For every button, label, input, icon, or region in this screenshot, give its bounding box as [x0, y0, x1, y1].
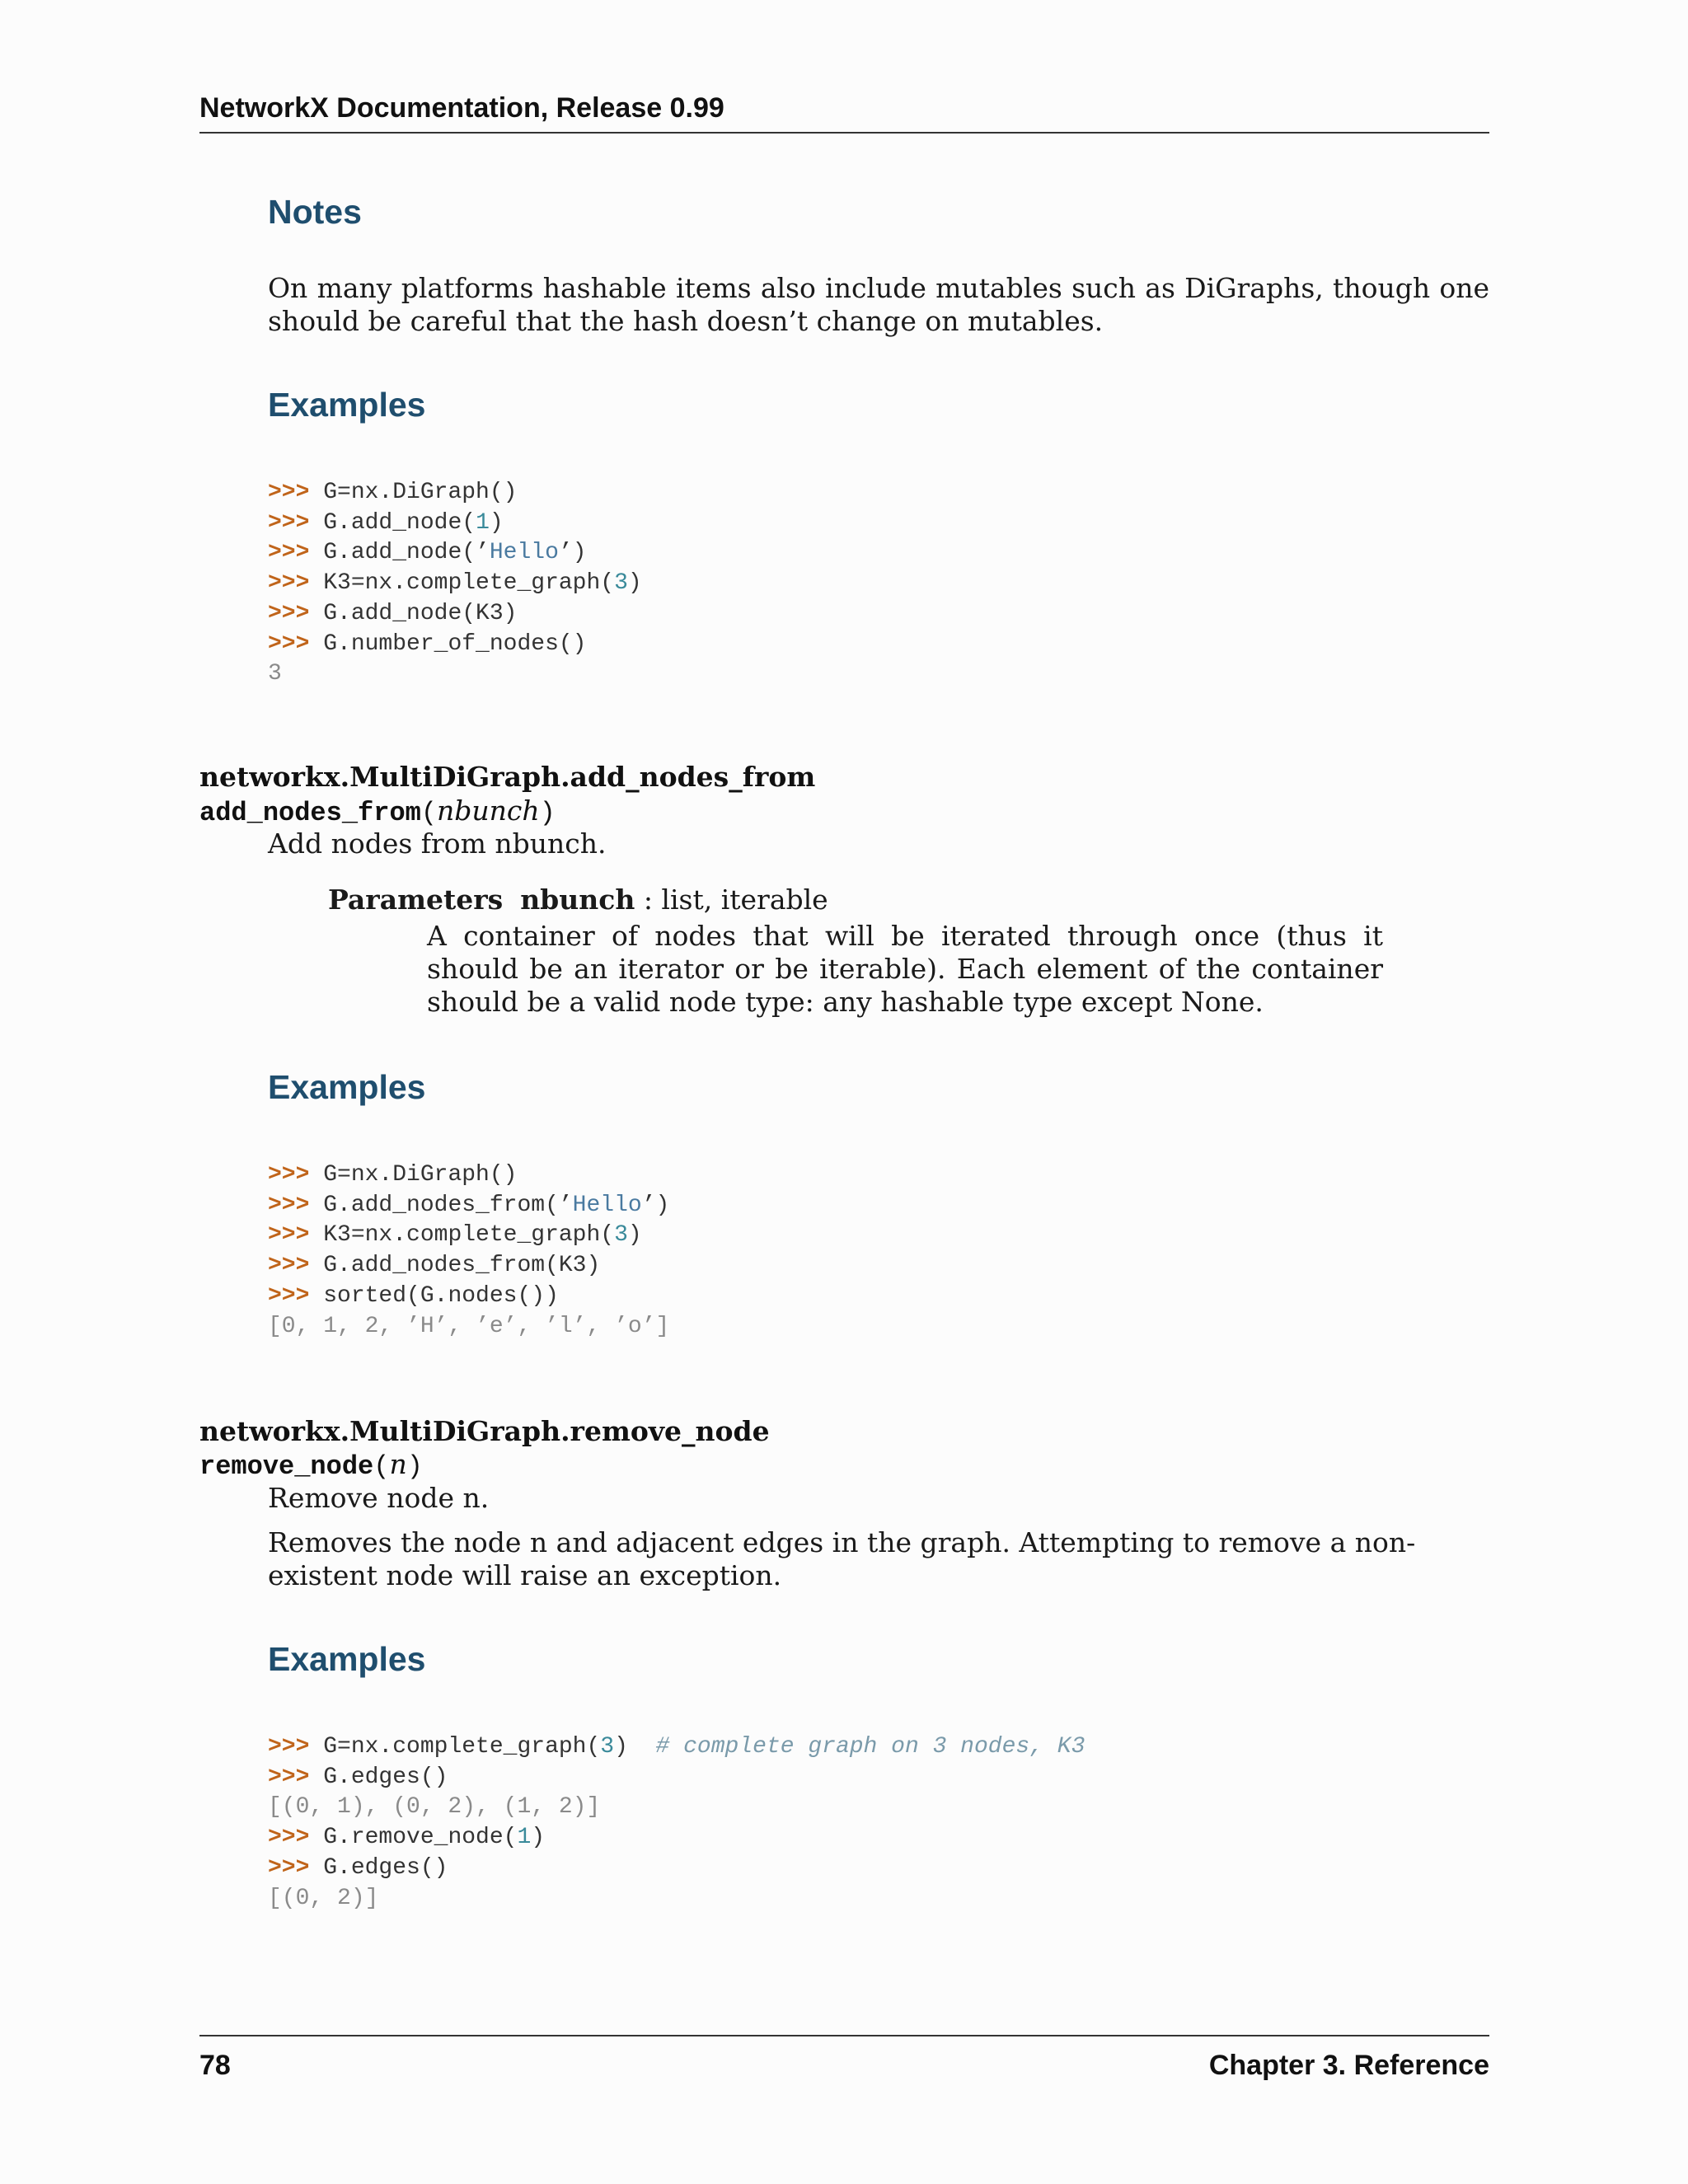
code-line — [268, 1251, 669, 1282]
method-signature — [199, 794, 556, 828]
code-token: ) — [627, 1222, 642, 1249]
prompt-marker: >>> — [268, 1764, 324, 1790]
code-token: G.add_nodes_from(K3) — [323, 1253, 601, 1279]
running-footer — [199, 2035, 1489, 2082]
examples-heading: Examples — [268, 386, 426, 424]
parameters-label: Parameters — [328, 883, 504, 916]
prompt-marker: >>> — [268, 1734, 324, 1760]
code-line — [268, 1191, 669, 1221]
code-token: 1 — [517, 1825, 532, 1851]
code-token: G.add_node( — [323, 509, 476, 536]
prompt-marker: >>> — [268, 1282, 324, 1309]
prompt-marker: >>> — [268, 570, 324, 597]
code-token: G=nx.complete_graph( — [323, 1734, 601, 1760]
code-line — [268, 1763, 1085, 1793]
signature-close-paren: ) — [539, 798, 556, 828]
prompt-marker: >>> — [268, 1253, 324, 1279]
code-line — [268, 1732, 1085, 1763]
prompt-marker: >>> — [268, 1192, 324, 1218]
signature-name: remove_node — [199, 1451, 374, 1482]
code-token: G.edges() — [323, 1854, 448, 1881]
method-summary: Add nodes from nbunch. — [268, 827, 607, 860]
method-fullname: networkx.MultiDiGraph.add_nodes_from — [199, 761, 816, 793]
code-token: sorted(G.nodes()) — [323, 1282, 559, 1309]
code-token: K3=nx.complete_graph( — [323, 570, 615, 597]
code-token: Hello — [489, 540, 559, 566]
code-token: 3 — [268, 661, 282, 687]
notes-text: On many platforms hashable items also include mutables such as DiGraphs, though one should be careful that the hash doesn’t change on mutables. — [268, 272, 1489, 337]
code-block — [268, 1732, 1085, 1914]
code-line — [268, 1854, 1085, 1884]
prompt-marker: >>> — [268, 600, 324, 626]
signature-open-paren: ( — [420, 798, 438, 828]
code-line — [268, 1823, 1085, 1854]
code-token: ) — [627, 570, 642, 597]
prompt-marker: >>> — [268, 1162, 324, 1188]
code-token: G.number_of_nodes() — [323, 630, 587, 657]
code-line — [268, 538, 642, 569]
code-line — [268, 1221, 669, 1251]
code-line — [268, 1793, 1085, 1823]
signature-open-paren: ( — [373, 1451, 390, 1482]
code-line — [268, 1312, 669, 1343]
code-line — [268, 1884, 1085, 1915]
chapter-title: Chapter 3. Reference — [1208, 2050, 1489, 2081]
parameters-field — [328, 883, 828, 916]
signature-argument: n — [389, 1448, 407, 1480]
code-token: 1 — [476, 509, 490, 536]
signature-argument: nbunch — [437, 794, 540, 827]
code-token: # complete graph on 3 nodes, K3 — [655, 1734, 1085, 1760]
code-token: ) — [614, 1734, 656, 1760]
code-line — [268, 1282, 669, 1312]
code-token: ) — [489, 509, 504, 536]
method-fullname: networkx.MultiDiGraph.remove_node — [199, 1415, 770, 1447]
prompt-marker: >>> — [268, 540, 324, 566]
code-token: 3 — [614, 570, 628, 597]
code-block — [268, 478, 642, 690]
code-token: [(0, 1), (0, 2), (1, 2)] — [268, 1794, 601, 1821]
prompt-marker: >>> — [268, 480, 324, 505]
signature-name: add_nodes_from — [199, 798, 421, 828]
code-token: ’) — [641, 1192, 670, 1218]
code-token: Hello — [572, 1192, 642, 1218]
prompt-marker: >>> — [268, 630, 324, 657]
code-token: G.add_node(’ — [323, 540, 490, 566]
running-header — [199, 92, 1489, 134]
code-token: ) — [531, 1825, 546, 1851]
method-signature — [199, 1448, 423, 1482]
notes-heading: Notes — [268, 193, 362, 231]
prompt-marker: >>> — [268, 1854, 324, 1881]
prompt-marker: >>> — [268, 1222, 324, 1249]
code-token: K3=nx.complete_graph( — [323, 1222, 615, 1249]
prompt-marker: >>> — [268, 509, 324, 536]
code-token: G.add_nodes_from(’ — [323, 1192, 573, 1218]
code-line — [268, 630, 642, 660]
code-token: G.edges() — [323, 1764, 448, 1790]
code-line — [268, 569, 642, 599]
code-token: ’) — [558, 540, 587, 566]
code-token: [0, 1, 2, ’H’, ’e’, ’l’, ’o’] — [268, 1313, 670, 1339]
code-token: G=nx.DiGraph() — [323, 1162, 518, 1188]
code-token: G.add_node(K3) — [323, 600, 518, 626]
signature-close-paren: ) — [406, 1451, 423, 1482]
parameter-description: A container of nodes that will be iterated through once (thus it should be an iterator or be iterable). Each element of the container should be a valid node type: any hashable type except None. — [427, 920, 1383, 1018]
parameter-name: nbunch — [520, 883, 635, 916]
document-title: NetworkX Documentation, Release 0.99 — [199, 92, 724, 124]
prompt-marker: >>> — [268, 1825, 324, 1851]
code-token: G=nx.DiGraph() — [323, 480, 518, 505]
code-token: G.remove_node( — [323, 1825, 518, 1851]
page-number: 78 — [199, 2050, 231, 2081]
code-block — [268, 1160, 669, 1342]
parameter-type: : list, iterable — [635, 883, 828, 916]
code-line — [268, 1160, 669, 1191]
code-token: [(0, 2)] — [268, 1885, 379, 1911]
code-token: 3 — [614, 1222, 628, 1249]
examples-heading: Examples — [268, 1640, 426, 1678]
code-line — [268, 659, 642, 690]
code-line — [268, 509, 642, 539]
method-description: Removes the node n and adjacent edges in the graph. Attempting to remove a non-existent node will raise an exception. — [268, 1526, 1416, 1591]
code-token: 3 — [600, 1734, 615, 1760]
method-summary: Remove node n. — [268, 1482, 490, 1514]
code-line — [268, 599, 642, 630]
examples-heading: Examples — [268, 1068, 426, 1106]
code-line — [268, 478, 642, 509]
